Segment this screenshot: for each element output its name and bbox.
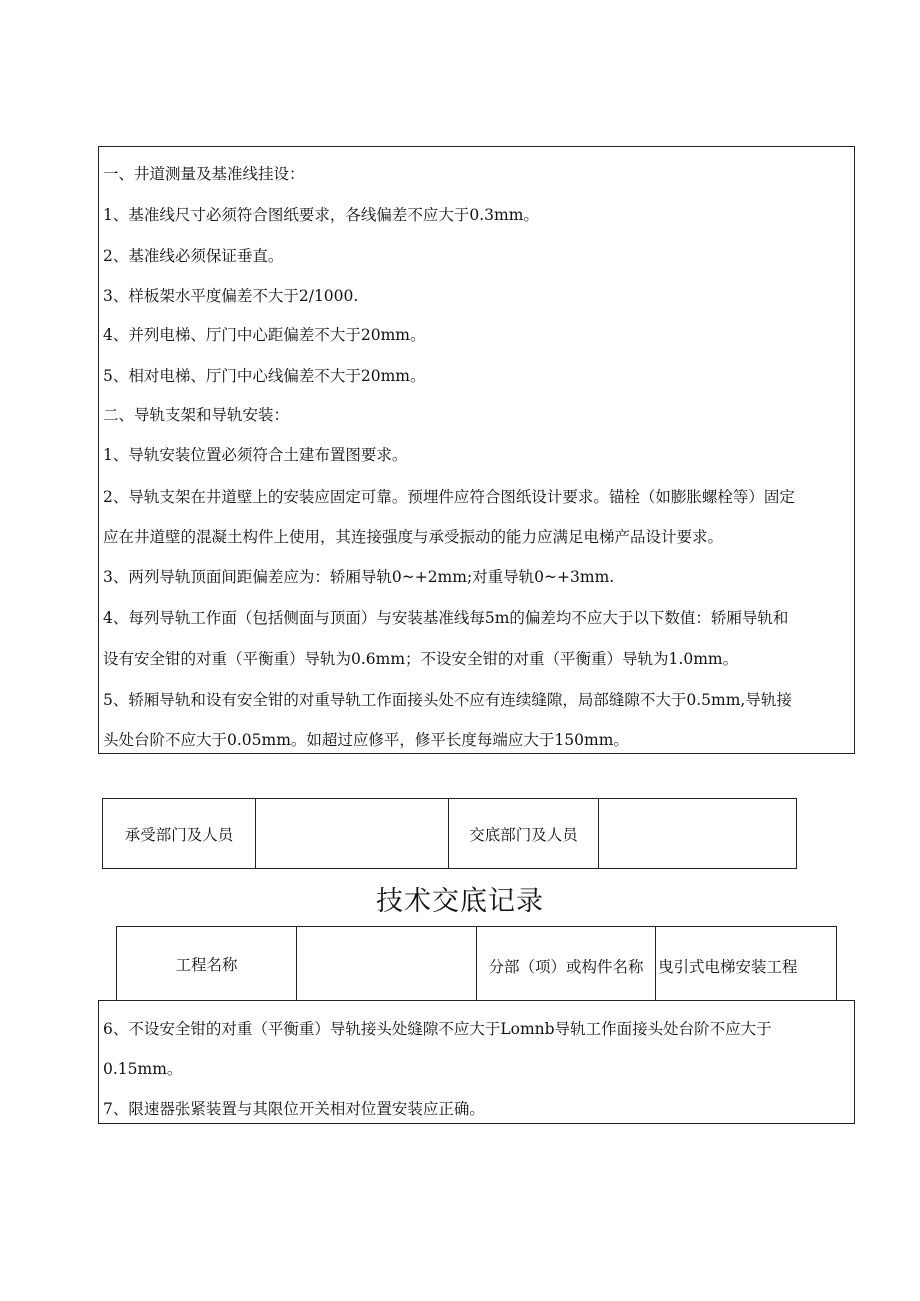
requirement-line: 7、限速器张紧装置与其限位开关相对位置安装应正确。: [103, 1100, 485, 1118]
presenter-label: 交底部门及人员: [449, 799, 599, 868]
project-name-field[interactable]: [297, 927, 477, 1000]
receiver-field[interactable]: [256, 799, 449, 868]
requirement-line: 1、基准线尺寸必须符合图纸要求，各线偏差不应大于0.3mm。: [103, 206, 539, 224]
requirement-line: 应在井道壁的混凝土构件上使用，其连接强度与承受振动的能力应满足电梯产品设计要求。: [103, 528, 724, 546]
requirement-line: 2、基准线必须保证垂直。: [103, 247, 284, 265]
requirement-line: 5、相对电梯、厅门中心线偏差不大于20mm。: [103, 367, 426, 385]
requirement-line: 3、样板架水平度偏差不大于2/1000.: [103, 287, 359, 305]
requirement-line: 5、轿厢导轨和设有安全钳的对重导轨工作面接头处不应有连续缝隙，局部缝隙不大于0.5mm,导轨接: [103, 691, 792, 709]
section-heading: 一、井道测量及基准线挂设：: [103, 165, 305, 183]
requirement-line: 4、每列导轨工作面（包括侧面与顶面）与安装基准线每5m的偏差均不应大于以下数值：轿厢导轨和: [103, 609, 789, 627]
requirements-box-1: [98, 146, 855, 754]
requirements-box-2: [98, 1000, 855, 1124]
part-name-label: 分部（项）或构件名称: [477, 927, 656, 1000]
requirement-line: 2、导轨支架在井道壁上的安装应固定可靠。预埋件应符合图纸设计要求。锚栓（如膨胀螺栓等）固定: [103, 488, 795, 506]
requirement-line: 0.15mm。: [103, 1060, 183, 1078]
presenter-field[interactable]: [599, 799, 796, 868]
project-name-label: 工程名称: [117, 927, 297, 1000]
requirement-line: 设有安全钳的对重（平衡重）导轨为0.6mm；不设安全钳的对重（平衡重）导轨为1.0mm。: [103, 650, 739, 668]
signoff-table: [102, 798, 797, 869]
part-name-value: 曳引式电梯安装工程: [658, 957, 798, 976]
section-heading: 二、导轨支架和导轨安装：: [103, 406, 290, 424]
page-title: 技术交底记录: [376, 886, 544, 917]
requirement-line: 1、导轨安装位置必须符合土建布置图要求。: [103, 446, 408, 464]
requirement-line: 4、并列电梯、厅门中心距偏差不大于20mm。: [103, 326, 426, 344]
receiver-label: 承受部门及人员: [103, 799, 256, 868]
requirement-line: 6、不设安全钳的对重（平衡重）导轨接头处缝隙不应大于Lomnb导轨工作面接头处台阶不应大于: [103, 1020, 772, 1038]
project-info-table: [116, 926, 837, 1001]
requirement-line: 头处台阶不应大于0.05mm。如超过应修平，修平长度每端应大于150mm。: [103, 731, 629, 749]
requirement-line: 3、两列导轨顶面间距偏差应为：轿厢导轨0~+2mm;对重导轨0~+3mm.: [103, 568, 615, 586]
